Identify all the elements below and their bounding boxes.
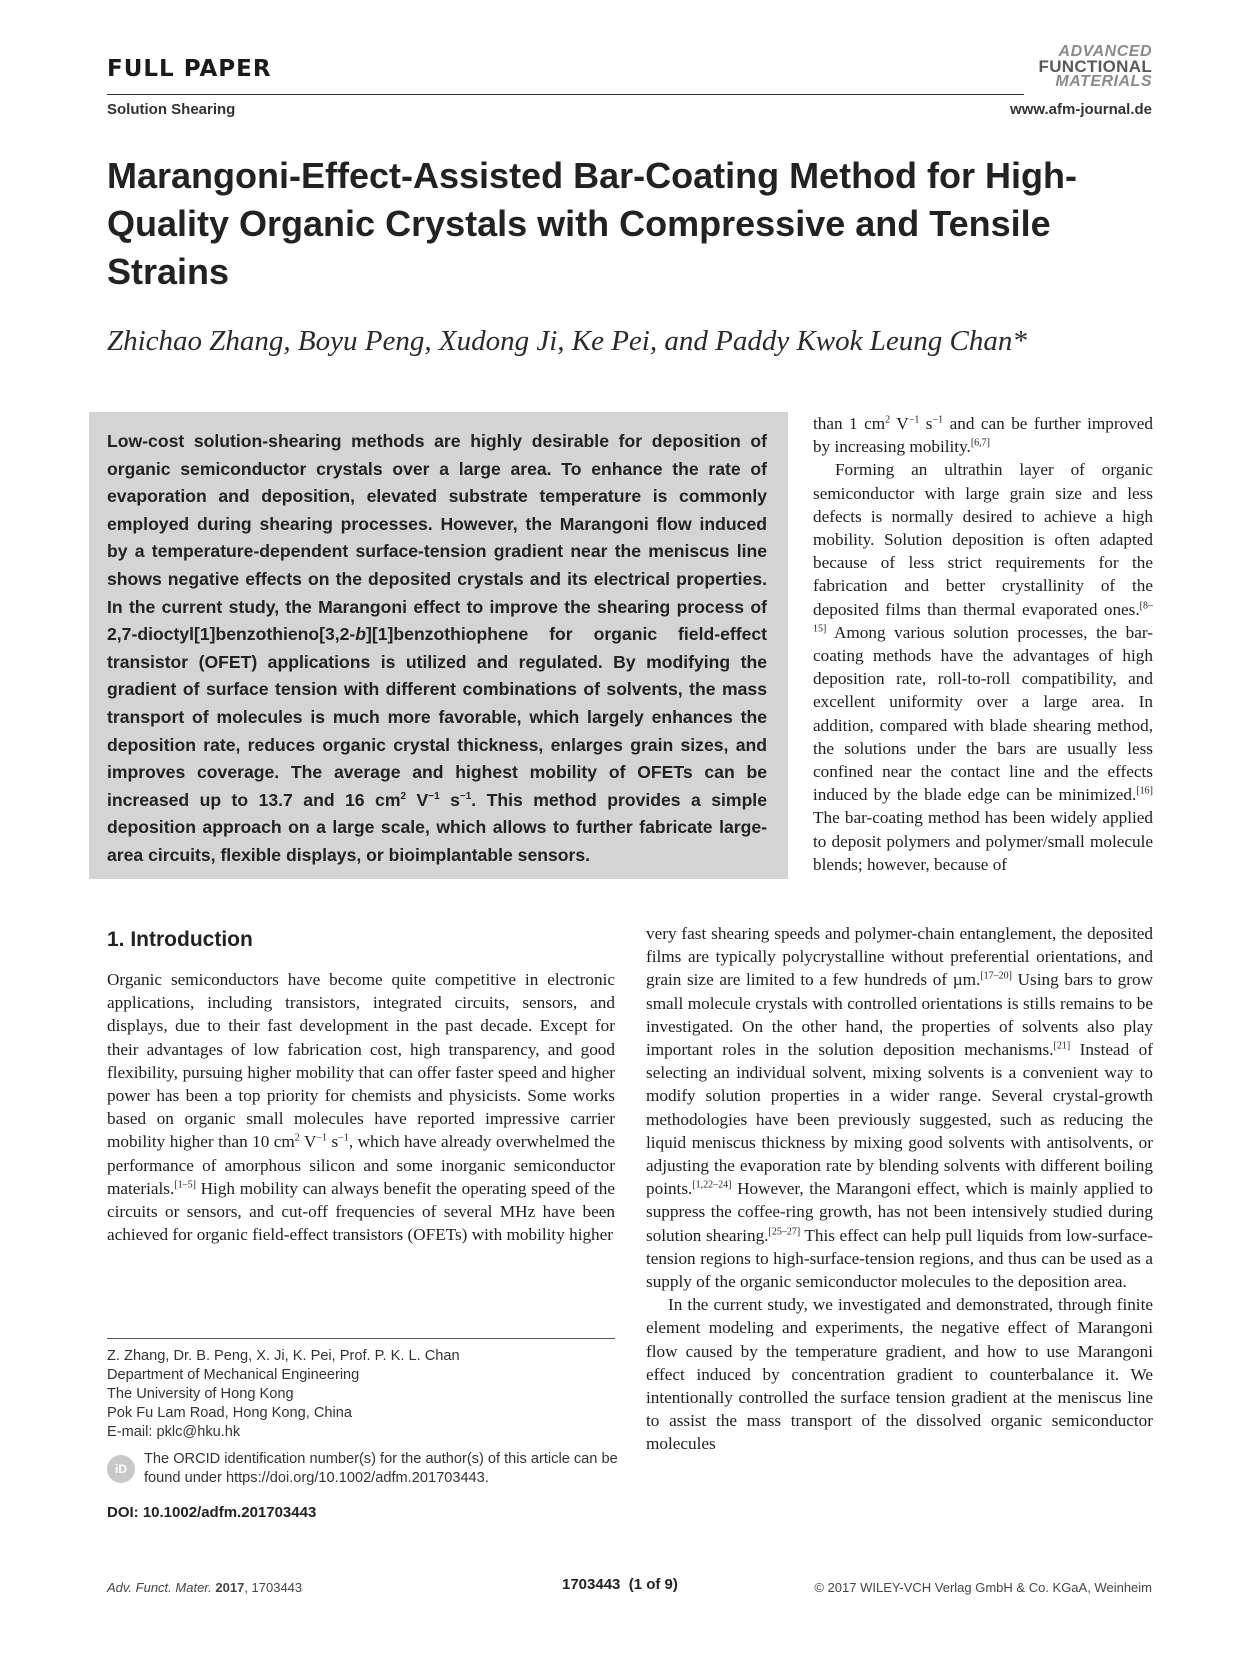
citation[interactable]: [1–5] xyxy=(174,1179,196,1191)
doi-label[interactable]: DOI: 10.1002/adfm.201703443 xyxy=(107,1504,317,1521)
paragraph: Forming an ultrathin layer of organic semiconductor with large grain size and less defects is normally desired to achieve a high mobility. Solution deposition is often adapted because of less strict requirements for the fabrication and better crystallinity of the deposited films than thermal evaporated ones.[8–15] Among various solution processes, the bar-coating methods have the advantages of high deposition rate, roll-to-roll compatibility, and excellent uniformity over a large area. In addition, compared with blade shearing method, the solutions under the bars are usually less confined near the contact line and the effects induced by the blade edge can be minimized.[16] The bar-coating method has been widely applied to deposit polymers and polymer/small molecule blends; however, because of xyxy=(813,460,1153,874)
intro-paragraph xyxy=(107,968,615,1246)
journal-url[interactable]: www.afm-journal.de xyxy=(1010,101,1152,118)
citation[interactable]: [6,7] xyxy=(970,437,991,449)
footer-journal: Adv. Funct. Mater. xyxy=(107,1580,212,1595)
citation[interactable]: [16] xyxy=(1136,785,1153,797)
citation[interactable]: [21] xyxy=(1053,1040,1071,1052)
paragraph: than 1 $cm^2$ $V^{-1}$ $s^{-1}$ and can be further improved by increasing mobility.[6,7] xyxy=(813,414,1153,457)
footer-year: 2017 xyxy=(215,1580,245,1595)
citation[interactable]: [17–20] xyxy=(980,970,1012,982)
abstract-italic: b xyxy=(355,624,367,645)
abstract-text: ][1]benzothiophene for organic field-effect transistor (OFET) applications is utilized and regulated. By modifying the gradient of surface tension with different combinations of solvents, the mass transport of molecules is much more favorable, which largely enhances the deposition rate, reduces organic crystal thickness, enlarges grain sizes, and improves coverage. The average and highest mobility of OFETs can be increased up to 13.7 and 16 cm xyxy=(107,624,767,810)
citation[interactable]: [8–15] xyxy=(813,599,1153,635)
copyright: © 2017 WILEY-VCH Verlag GmbH & Co. KGaA, Weinheim xyxy=(814,1580,1152,1595)
footnote-divider xyxy=(107,1338,615,1339)
affiliation-university: The University of Hong Kong xyxy=(107,1386,294,1402)
logo-line-1: ADVANCED xyxy=(1058,43,1152,60)
logo-line-2: FUNCTIONAL xyxy=(1038,57,1152,76)
header-divider xyxy=(107,94,1024,95)
affiliation-names: Z. Zhang, Dr. B. Peng, X. Ji, K. Pei, Prof. P. K. L. Chan xyxy=(107,1348,460,1364)
abstract-text: Low-cost solution-shearing methods are highly desirable for deposition of organic semiconductor crystals over a large area. To enhance the rate of evaporation and deposition, elevated substrate temperature is commonly employed during shearing processes. However, the Marangoni flow induced by a temperature-dependent surface-tension gradient near the meniscus line shows negative effects on the deposited crystals and its electrical properties. In the current study, the Marangoni effect to improve the shearing process of 2,7-dioctyl[1]benzothieno[3,2- xyxy=(107,431,767,645)
citation[interactable]: [1,22–24] xyxy=(692,1179,732,1191)
affiliation-address: Pok Fu Lam Road, Hong Kong, China xyxy=(107,1405,352,1421)
affiliation-email[interactable]: E-mail: pklc@hku.hk xyxy=(107,1424,241,1440)
section-heading: 1. Introduction xyxy=(107,928,253,951)
author-list: Zhichao Zhang, Boyu Peng, Xudong Ji, Ke Pei, and Paddy Kwok Leung Chan* xyxy=(107,325,1027,357)
paper-title: Marangoni-Effect-Assisted Bar-Coating Method for High-Quality Organic Crystals with Compressive and Tensile Strains xyxy=(107,155,1077,292)
section-topic: Solution Shearing xyxy=(107,101,236,118)
footer-citation xyxy=(107,1580,302,1595)
paragraph: very fast shearing speeds and polymer-chain entanglement, the deposited films are typically polycrystalline without preferential orientations, and grain size are limited to a few hundreds of µm.[17–20] Using bars to grow small molecule crystals with controlled orientations is stills remains to be investigated. On the other hand, the properties of solvents also play important roles in the solution deposition mechanisms.[21] Instead of selecting an individual solvent, mixing solvents is a convenient way to modify solution properties in a wider range. Several crystal-growth methodologies have been previously suggested, such as reducing the liquid meniscus thickness by mixing good solvents with antisolvents, or adjusting the evaporation rate by blending solvents with different boiling points.[1,22–24] However, the Marangoni effect, which is mainly applied to suppress the coffee-ring growth, has not been intensively studied during solution shearing.[25–27] This effect can help pull liquids from low-surface-tension regions to high-surface-tension regions, and thus can be used as a supply of the organic semiconductor molecules to the deposition area. xyxy=(646,924,1153,1292)
affiliation-block xyxy=(107,1347,615,1442)
paragraph: In the current study, we investigated and demonstrated, through finite element modeling and experiments, the negative effect of Marangoni flow caused by the temperature gradient, and how to use Marangoni effect induced by concentration gradient to counterbalance it. We intentionally controlled the surface tension gradient at the meniscus line to assist the mass transport of the dissolved organic semiconductor molecules xyxy=(646,1295,1153,1454)
abstract: Low-cost solution-shearing methods are highly desirable for deposition of organic semiconductor crystals over a large area. To enhance the rate of evaporation and deposition, elevated substrate temperature is commonly employed during shearing processes. However, the Marangoni flow induced by a temperature-dependent surface-tension gradient near the meniscus line shows negative effects on the deposited crystals and its electrical properties. In the current study, the Marangoni effect to improve the shearing process of 2,7-dioctyl[1]benzothieno[3,2-b][1]benzothiophene for organic field-effect transistor (OFET) applications is utilized and regulated. By modifying the gradient of surface tension with different combinations of solvents, the mass transport of molecules is much more favorable, which largely enhances the deposition rate, reduces organic crystal thickness, enlarges grain sizes, and improves coverage. The average and highest mobility of OFETs can be increased up to 13.7 and 16 $cm^2$ $V^{-1}$ $s^{-1}$. This method provides a simple deposition approach on a large scale, which allows to further fabricate large-area circuits, flexible displays, or bioimplantable sensors. xyxy=(107,431,767,865)
affiliation-department: Department of Mechanical Engineering xyxy=(107,1367,360,1383)
footer-article: , 1703443 xyxy=(244,1580,303,1595)
journal-logo xyxy=(1039,44,1152,89)
logo-line-3: MATERIALS xyxy=(1055,73,1152,90)
orcid-icon: iD xyxy=(107,1455,135,1483)
right-column-top xyxy=(813,412,1153,876)
right-column-bottom xyxy=(646,922,1153,1456)
abstract-text: . This method provides a simple deposition approach on a large scale, which allows to further fabricate large-area circuits, flexible displays, or bioimplantable sensors. xyxy=(107,789,767,865)
citation[interactable]: [25–27] xyxy=(768,1225,801,1237)
orcid-note[interactable]: The ORCID identification number(s) for the author(s) of this article can be found under https://doi.org/10.1002/adfm.201703443. xyxy=(144,1451,618,1486)
page-number: 1703443 (1 of 9) xyxy=(562,1576,678,1593)
paragraph: Organic semiconductors have become quite competitive in electronic applications, including transistors, integrated circuits, sensors, and displays, due to their fast development in the past decade. Except for their advantages of low fabrication cost, high transparency, and good flexibility, pursuing higher mobility that can offer faster speed and higher power has been a top priority for chemists and physicists. Some works based on organic small molecules have reported impressive carrier mobility higher than 10 $cm^2$ $V^{-1}$ $s^{-1}$, which have already overwhelmed the performance of amorphous silicon and some inorganic semiconductor materials.[1–5] High mobility can always benefit the operating speed of the circuits or sensors, and cut-off frequencies of several MHz have been achieved for organic field-effect transistors (OFETs) with mobility higher xyxy=(107,970,615,1245)
section-label: FULL PAPER xyxy=(107,56,272,82)
